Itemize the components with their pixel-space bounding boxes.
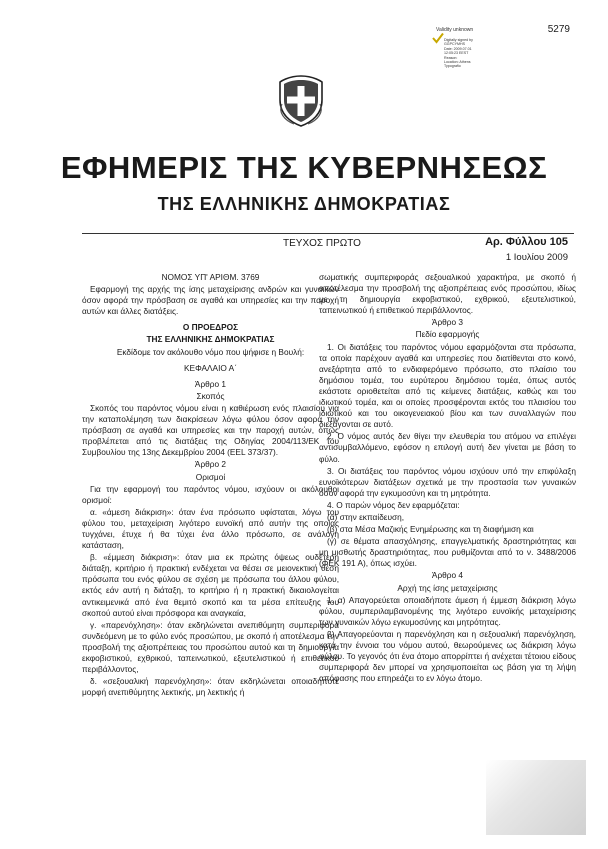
article-heading: Άρθρο 3: [431, 317, 464, 328]
digital-signature: [432, 28, 490, 76]
article-heading: Άρθρο 1: [194, 378, 227, 389]
scan-shadow: [486, 760, 586, 835]
article-paragraph: (α) στην εκπαίδευση,: [327, 511, 405, 522]
article-paragraph: β. «έμμεση διάκριση»: όταν μια εκ πρώτης όψεως ουδέτερη διάταξη, κριτήριο ή πρακτική ενδέχεται να θέσει σε μειονεκτική θέση πρόσωπα του ενός φύλου σε σχέση με πρόσωπα του άλλου φύλου, εκτός εάν αυτή η διάταξη, το κριτήριο ή η πρακτική δικαιολογείται αντικειμενικά από ένα θεμιτό σκοπό και τα μέσα επίτευξης του σκοπού αυτού είναι πρόσφορα και αναγκαία,: [82, 552, 339, 618]
article-paragraph: 1. Οι διατάξεις του παρόντος νόμου εφαρμόζονται στα πρόσωπα, τα οποία παρέχουν αγαθά και υπηρεσίες που διατίθενται στο κοινό, ανεξάρτητα από το ενδιαφερόμενο πρόσωπο, στο πλαίσιο του δημόσιου τομέα, του ευρύτερου δημόσιου τομέα, όπως αυτός εκάστοτε οριοθετείται από τις κείμενες διατάξεις, καθώς και του ιδιωτικού τομέα, και οι οποίες προσφέρονται εκτός του πλαισίου του ιδιωτικού και του οικογενειακού βίου και των συναλλαγών που διεξάγονται σε αυτό.: [319, 341, 576, 430]
sheet-number: Αρ. Φύλλου 105: [485, 236, 568, 248]
article-paragraph: δ. «σεξουαλική παρενόχληση»: όταν εκδηλώνεται οποιαδήποτε μορφή ανεπιθύμητης λεκτικής, μη λεκτικής ή: [82, 676, 339, 698]
article-paragraph: Για την εφαρμογή του παρόντος νόμου, ισχύουν οι ακόλουθοι ορισμοί:: [82, 483, 339, 505]
signature-line: Date: 2009.07.01: [444, 46, 472, 51]
page-number: 5279: [547, 24, 570, 35]
gazette-subtitle: ΤΗΣ ΕΛΛΗΝΙΚΗΣ ΔΗΜΟΚΡΑΤΙΑΣ: [157, 194, 451, 214]
gazette-title: ΕΦΗΜΕΡΙΣ ΤΗΣ ΚΥΒΕΡΝΗΣΕΩΣ: [60, 150, 548, 185]
article-title: Ορισμοί: [195, 471, 226, 482]
article-paragraph: 2. Ο νόμος αυτός δεν θίγει την ελευθερία του ατόμου να επιλέγει αντισυμβαλλόμενο, εφόσον η επιλογή αυτή δεν γίνεται με βάση το φύλο.: [319, 431, 576, 464]
article-heading: Άρθρο 2: [194, 459, 227, 470]
president-heading: ΤΗΣ ΕΛΛΗΝΙΚΗΣ ΔΗΜΟΚΡΑΤΙΑΣ: [146, 334, 275, 345]
article-title: Αρχή της ίσης μεταχείρισης: [397, 582, 498, 593]
article-paragraph: (γ) σε θέματα απασχόλησης, επαγγελματικής δραστηριότητας και μη μισθωτής δραστηριότητας, που ρυθμίζονται από το ν. 3488/2006 (ΦΕΚ 191 Α), όπως ισχύει.: [319, 536, 576, 569]
left-column: [82, 272, 339, 699]
article-paragraph: (β) στα Μέσα Μαζικής Ενημέρωσης και τη διαφήμιση και: [327, 524, 534, 535]
right-column: [319, 272, 576, 685]
article-paragraph: 3. Οι διατάξεις του παρόντος νόμου ισχύουν υπό την επιφύλαξη ευνοϊκότερων διατάξεων σχετικά με την προστασία των γυναικών όσον αφορά την εγκυμοσύνη και τη μητρότητα.: [319, 465, 576, 498]
article-paragraph: α. «άμεση διάκριση»: όταν ένα πρόσωπο υφίσταται, λόγω του φύλου του, μεταχείριση λιγότερο ευνοϊκή από αυτήν της οποίας τυγχάνει, έτυχε ή θα τύχει ένα άλλο πρόσωπο, σε ανάλογη κατάσταση,: [82, 506, 339, 551]
article-paragraph: 1. α) Απαγορεύεται οποιαδήποτε άμεση ή έμμεση διάκριση λόγω φύλου, συμπεριλαμβανομένης της λιγότερο ευνοϊκής μεταχείρισης των γυναικών λόγω εγκυμοσύνης και μητρότητας.: [319, 594, 576, 627]
article-title: Πεδίο εφαρμογής: [415, 329, 480, 340]
signature-validity: Validity unknown: [436, 27, 474, 33]
signature-line: 12:05:23 EEST: [444, 51, 469, 56]
law-title: Εφαρμογή της αρχής της ίσης μεταχείρισης ανδρών και γυναικών όσον αφορά την πρόσβαση σε αγαθά και υπηρεσίες και την παροχή αυτών και άλλες διατάξεις.: [82, 284, 339, 317]
article-paragraph: Σκοπός του παρόντος νόμου είναι η καθιέρωση ενός πλαισίου για την καταπολέμηση των διακρίσεων λόγω φύλου όσον αφορά την πρόσβαση σε αγαθά και υπηρεσίες και την παροχή αυτών, όπως προβλέπεται από τις διατάξεις της Οδηγίας 2004/113/ΕΚ του Συμβουλίου της 13ης Δεκεμβρίου 2004 (ΕΕL 373/37).: [82, 402, 339, 458]
chapter-heading: ΚΕΦΑΛΑΙΟ Α΄: [184, 362, 237, 373]
signature-line: Typografio: [444, 64, 461, 69]
article-paragraph: β) Απαγορεύονται η παρενόχληση και η σεξουαλική παρενόχληση, κατά την έννοια του νόμου αυτού, θεωρούμενες ως διάκριση λόγω φύλου. Το γεγονός ότι ένα άτομο απορρίπτει ή ανέχεται τέτοιου είδους συμπεριφορά δεν μπορεί να χρησιμοποιείται ως βάση για τη λήψη απόφασης που επηρεάζει το εν λόγω άτομο.: [319, 628, 576, 684]
article-heading: Άρθρο 4: [431, 570, 464, 581]
law-number: ΝΟΜΟΣ ΥΠ' ΑΡΙΘΜ. 3769: [161, 272, 260, 282]
article-paragraph: γ. «παρενόχληση»: όταν εκδηλώνεται ανεπιθύμητη συμπεριφορά συνδεόμενη με το φύλο ενός προσώπου, με σκοπό ή αποτέλεσμα την προσβολή της αξιοπρέπειας του προσώπου αυτού και τη δημιουργία εκφοβιστικού, εχθρικού, ταπεινωτικού, εξευτελιστικού ή επιθετικού περιβάλλοντος,: [82, 619, 339, 675]
decree-text: Εκδίδομε τον ακόλουθο νόμο που ψήφισε η Βουλή:: [116, 346, 305, 357]
issue-date: 1 Ιουλίου 2009: [505, 252, 568, 263]
signature-line: Location: Athens: [444, 60, 471, 65]
greek-coat-of-arms-icon: [274, 74, 328, 128]
president-heading: Ο ΠΡΟΕΔΡΟΣ: [182, 322, 239, 333]
article-paragraph: 4. Ο παρών νόμος δεν εφαρμόζεται:: [327, 499, 460, 510]
issue-label: ΤΕΥΧΟΣ ΠΡΩΤΟ: [283, 238, 361, 249]
article-title: Σκοπός: [196, 390, 225, 401]
signature-line: GGPCYMHS: [444, 42, 465, 47]
article-paragraph: σωματικής συμπεριφοράς σεξουαλικού χαρακτήρα, με σκοπό ή αποτέλεσμα την προσβολή της αξιοπρέπειας ενός προσώπου, ιδίως με τη δημιουργία εκφοβιστικού, εχθρικού, εξευτελιστικού, ταπεινωτικού ή επιθετικού περιβάλλοντος.: [319, 272, 576, 316]
header-divider: [82, 233, 574, 234]
signature-line: Digitally signed by: [444, 38, 473, 42]
signature-line: Reason:: [444, 55, 458, 60]
checkmark-icon: [432, 32, 444, 44]
